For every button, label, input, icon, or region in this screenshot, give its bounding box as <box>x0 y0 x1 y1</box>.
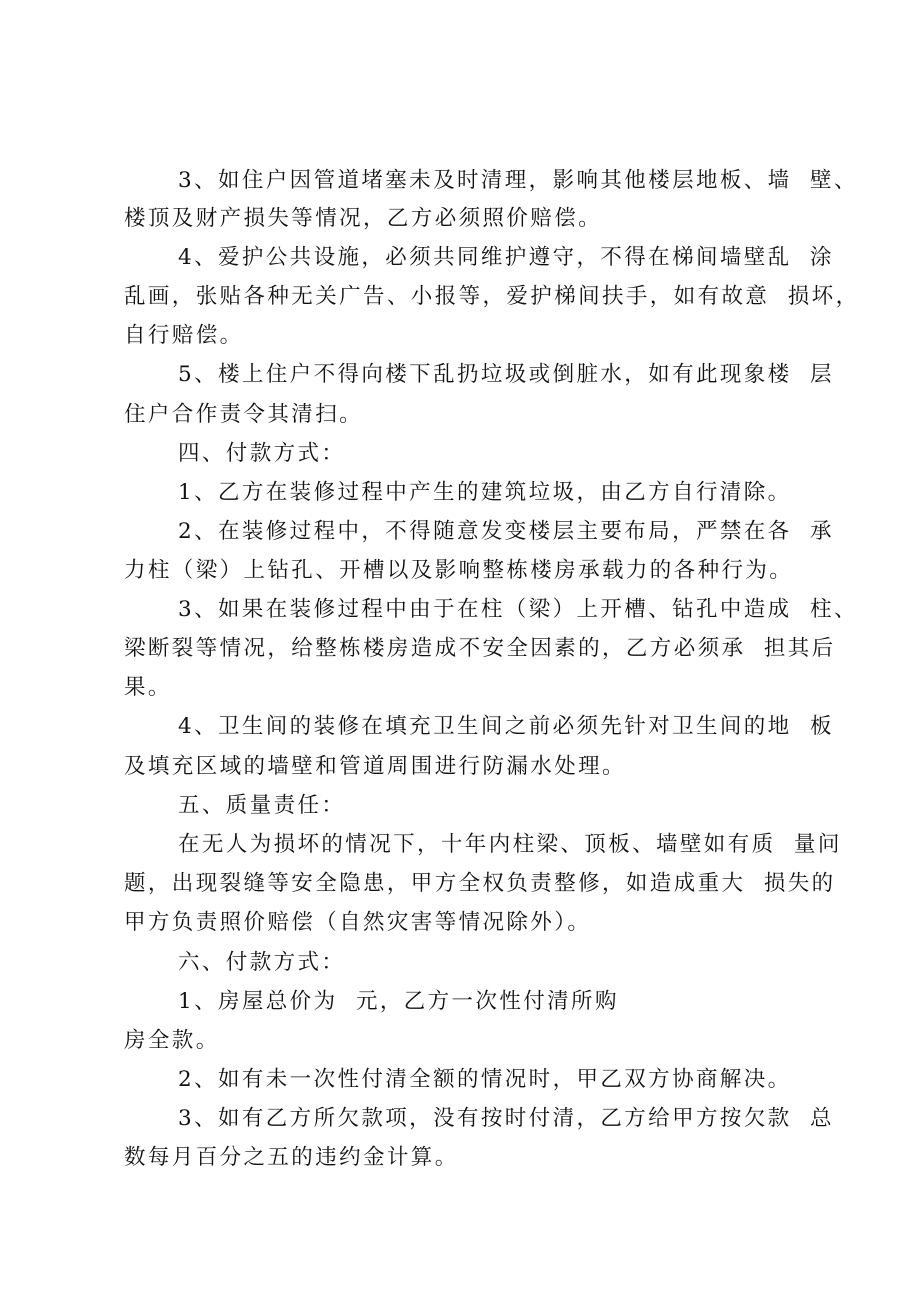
text-line: 乱画，张贴各种无关广告、小报等，爱护梯间扶手，如有故意 损坏， <box>124 284 860 309</box>
text-line: 楼顶及财产损失等情况，乙方必须照价赔偿。 <box>124 206 603 231</box>
text-line: 及填充区域的墙壁和管道周围进行防漏水处理。 <box>124 754 626 779</box>
section-heading: 四、付款方式： <box>178 441 346 466</box>
text-line: 自行赔偿。 <box>124 323 244 348</box>
text-line: 2、如有未一次性付清全额的情况时，甲乙双方协商解决。 <box>178 1067 792 1092</box>
text-line: 甲方负责照价赔偿（自然灾害等情况除外）。 <box>124 910 592 935</box>
text-line: 1、房屋总价为 元，乙方一次性付清所购 <box>178 989 619 1014</box>
text-line: 数每月百分之五的违约金计算。 <box>124 1145 459 1170</box>
text-line: 题，出现裂缝等安全隐患，甲方全权负责整修，如造成重大 损失的 <box>124 871 836 896</box>
text-line: 住户合作责令其清扫。 <box>124 402 364 427</box>
section-heading: 六、付款方式： <box>178 950 346 975</box>
text-line: 3、如有乙方所欠款项，没有按时付清，乙方给甲方按欠款 总 <box>178 1106 834 1131</box>
text-line: 3、如果在装修过程中由于在柱（梁）上开槽、钻孔中造成 柱、 <box>178 597 858 622</box>
text-line: 2、在装修过程中，不得随意发变楼层主要布局，严禁在各 承 <box>178 519 834 544</box>
section-heading: 五、质量责任： <box>178 793 346 818</box>
text-line: 4、爱护公共设施，必须共同维护遵守，不得在梯间墙壁乱 涂 <box>178 245 834 270</box>
text-line: 在无人为损坏的情况下，十年内柱梁、顶板、墙壁如有质 量问 <box>178 832 842 857</box>
text-line: 果。 <box>124 675 172 700</box>
text-line: 力柱（梁）上钻孔、开槽以及影响整栋楼房承载力的各种行为。 <box>124 558 794 583</box>
text-line: 1、乙方在装修过程中产生的建筑垃圾，由乙方自行清除。 <box>178 480 792 505</box>
text-line: 4、卫生间的装修在填充卫生间之前必须先针对卫生间的地 板 <box>178 714 834 739</box>
text-line: 3、如住户因管道堵塞未及时清理，影响其他楼层地板、墙 壁、 <box>178 168 858 193</box>
text-line: 房全款。 <box>124 1028 220 1053</box>
text-line: 梁断裂等情况，给整栋楼房造成不安全因素的，乙方必须承 担其后 <box>124 636 836 661</box>
text-line: 5、楼上住户不得向楼下乱扔垃圾或倒脏水，如有此现象楼 层 <box>178 362 834 387</box>
